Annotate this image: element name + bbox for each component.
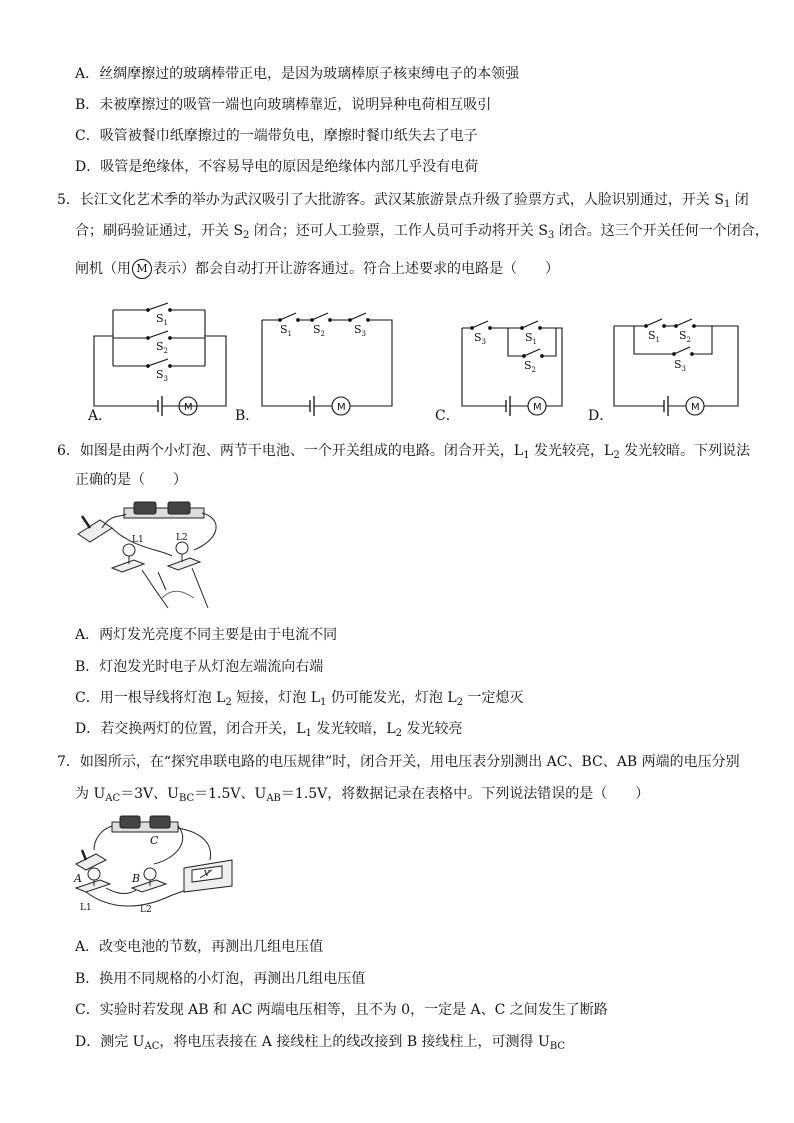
svg-text:S2: $S_2$ xyxy=(313,323,326,338)
q6-option-c: C．用一根导线将灯泡 $L_2$ 短接，灯泡 $L_1$ 仍可能发光，灯泡 $L_2$ 一定熄灭 xyxy=(75,690,524,708)
svg-text:M: M xyxy=(337,402,346,413)
svg-text:S2: $S_2$ xyxy=(679,329,692,344)
q4-option-b: B．未被摩擦过的吸管一端也向玻璃棒靠近，说明异种电荷相互吸引 xyxy=(75,97,492,113)
q5-stem-line1: 5．长江文化艺术季的举办为武汉吸引了大批游客。武汉某旅游景点升级了验票方式，人脸识别通过，开关 $S_1$ 闭 xyxy=(57,192,749,210)
q6-option-d: D．若交换两灯的位置，闭合开关，$L_1$ 发光较暗，$L_2$ 发光较亮 xyxy=(75,721,463,739)
q4-option-d: D．吸管是绝缘体，不容易导电的原因是绝缘体内部几乎没有电荷 xyxy=(75,159,479,175)
q7-option-a: A．改变电池的节数，再测出几组电压值 xyxy=(75,939,324,955)
q5-stem-line3: 闸机（用 M 表示）都会自动打开让游客通过。符合上述要求的电路是（ ） xyxy=(75,261,559,277)
q6-figure xyxy=(72,498,242,610)
svg-text:L2: L2 xyxy=(140,905,152,915)
svg-text:A: A xyxy=(74,872,82,885)
q4-option-a: A．丝绸摩擦过的玻璃棒带正电，是因为玻璃棒原子核束缚电子的本领强 xyxy=(75,66,520,82)
q7-option-b: B．换用不同规格的小灯泡，再测出几组电压值 xyxy=(75,971,366,987)
svg-text:S3: $S_3$ xyxy=(156,368,169,383)
q5-label-c: C． xyxy=(435,408,460,424)
q6-option-b: B．灯泡发光时电子从灯泡左端流向右端 xyxy=(75,659,324,675)
svg-text:S3: $S_3$ xyxy=(674,358,687,373)
q6-stem-line1: 6．如图是由两个小灯泡、两节干电池、一个开关组成的电路。闭合开关，$L_1$ 发光较亮，$L_2$ 发光较暗。下列说法 xyxy=(57,443,751,461)
q5-circuit-c xyxy=(458,318,588,418)
q6-stem-line2: 正确的是（ ） xyxy=(75,472,187,488)
svg-text:S3: $S_3$ xyxy=(474,331,487,346)
q5-label-d: D． xyxy=(588,408,614,424)
q5-circuit-b xyxy=(258,310,398,420)
svg-text:B: B xyxy=(132,872,141,885)
q6-option-a: A．两灯发光亮度不同主要是由于电流不同 xyxy=(75,627,338,643)
q7-option-d: D．测完 $U_{AC}$，将电压表接在 A 接线柱上的线改接到 B 接线柱上，可测得 $U_{BC}$ xyxy=(75,1034,565,1052)
svg-text:V: V xyxy=(204,869,210,878)
svg-text:M: M xyxy=(184,402,193,413)
q4-option-c: C．吸管被餐巾纸摩擦过的一端带负电，摩擦时餐巾纸失去了电子 xyxy=(75,128,478,144)
q5-label-a: A． xyxy=(88,408,113,424)
q7-option-c: C．实验时若发现 AB 和 AC 两端电压相等，且不为 0，一定是 A、C 之间发生了断路 xyxy=(75,1002,608,1018)
svg-text:S2: $S_2$ xyxy=(524,359,537,374)
q5-circuit-d xyxy=(610,316,750,416)
svg-text:L1: L1 xyxy=(80,903,92,913)
q7-figure xyxy=(70,810,240,922)
q7-stem-line2: 为 $U_{AC}=3V$、$U_{BC}=1.5V$、$U_{AB}=1.5V$，将数据记录在表格中。下列说法错误的是（ ） xyxy=(75,786,650,804)
svg-text:M: M xyxy=(691,402,700,413)
svg-text:L1: L1 xyxy=(132,535,144,545)
q5-stem-line2: 合；刷码验证通过，开关 $S_2$ 闭合；还可人工验票，工作人员可手动将开关 $S_3$ 闭合。这三个开关任何一个闭合， xyxy=(75,223,769,241)
svg-text:M: M xyxy=(533,402,542,413)
svg-text:S3: $S_3$ xyxy=(354,323,367,338)
svg-text:S1: $S_1$ xyxy=(648,329,661,344)
svg-text:L2: L2 xyxy=(176,533,188,543)
q5-label-b: B． xyxy=(235,408,260,424)
svg-text:C: C xyxy=(150,834,159,847)
q7-stem-line1: 7．如图所示，在“探究串联电路的电压规律”时，闭合开关，用电压表分别测出 AC、BC、AB 两端的电压分别 xyxy=(57,754,740,770)
svg-text:S1: $S_1$ xyxy=(525,331,538,346)
svg-text:S1: $S_1$ xyxy=(156,312,169,327)
motor-symbol-icon: M xyxy=(132,259,152,279)
svg-text:S2: $S_2$ xyxy=(156,340,169,355)
svg-text:S1: $S_1$ xyxy=(280,323,293,338)
